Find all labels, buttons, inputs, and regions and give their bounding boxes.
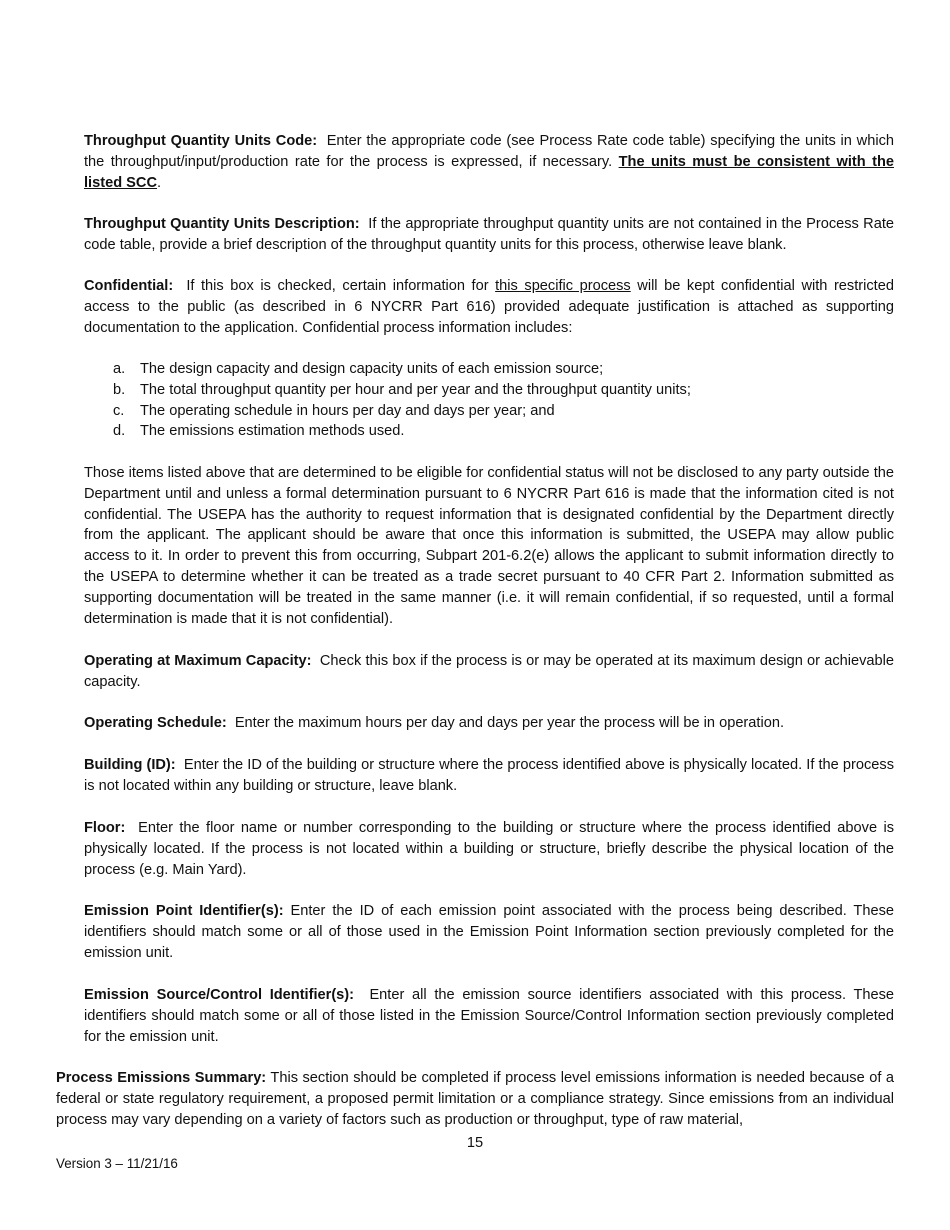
section-label: Building (ID): [84,757,176,773]
section-text: will be kept confidential with restricted access to the public (as described in 6 NYCRR Part 616) provided adequate justification is attached as supporting documentation to the application. Confidential process information includes: [84,278,894,336]
section-label: Operating Schedule: [84,715,227,731]
list-marker: c. [113,402,125,419]
confidential-details-paragraph: Those items listed above that are determined to be eligible for confidential status will not be disclosed to any party outside the Department until and unless a formal determination pursuant to 6 NYCRR Part 616 is made that the information cited is not confidential. The USEPA has the authority to request information that is designated confidential by the Department directly from the applicant. The applicant should be aware that once this information is submitted, the USEPA may allow public access to it. In order to prevent this from occurring, Subpart 201-6.2(e) allows the applicant to submit information directly to the USEPA to determine whether it can be treated as a trade secret pursuant to 40 CFR Part 2. Information submitted as supporting documentation will be treated in the same manner (i.e. it will remain confidential, if so requested, until a formal determination is made that it is not confidential). [84,465,894,627]
list-item-text: The operating schedule in hours per day and days per year; and [140,402,555,419]
list-marker: b. [113,381,126,398]
section-underline: this specific process [495,278,631,294]
section-text: Enter the maximum hours per day and days per year the process will be in operation. [234,715,784,731]
list-item [113,359,893,380]
emission-source-control-identifiers-section [84,985,894,1047]
list-item-text: The emissions estimation methods used. [140,423,405,440]
section-text: Enter the ID of the building or structure where the process identified above is physically located. If the process is not located within any building or structure, leave blank. [84,757,894,794]
list-item-text: The design capacity and design capacity units of each emission source; [140,361,604,377]
section-text: If the appropriate throughput quantity units are not contained in the Process Rate code table, provide a brief description of the throughput quantity units for this process, otherwise leave blank. [84,216,894,253]
list-marker: d. [113,423,126,440]
throughput-units-description-section [84,214,894,256]
max-capacity-section [84,651,894,693]
list-item-text: The total throughput quantity per hour and per year and the throughput quantity units; [140,381,691,398]
section-text: Enter all the emission source identifiers associated with this process. These identifiers should match some or all of those listed in the Emission Source/Control Information section previously completed for the emission unit. [84,987,895,1045]
list-marker: a. [113,361,126,377]
building-id-section [84,755,894,797]
emission-point-identifiers-section [84,901,894,963]
section-label: Floor: [84,820,126,836]
section-text: Check this box if the process is or may be operated at its maximum design or achievable capacity. [84,653,894,690]
section-label: Process Emissions Summary: [56,1070,267,1086]
list-item [113,421,893,442]
process-emissions-summary-section [56,1068,894,1130]
confidential-section [84,276,894,338]
section-text: If this box is checked, certain information for [186,278,489,294]
list-item [113,401,893,422]
section-label: Emission Point Identifier(s): [84,903,284,919]
list-item [113,380,893,401]
section-label: Operating at Maximum Capacity: [84,653,312,669]
section-label: Emission Source/Control Identifier(s): [84,987,355,1003]
page-number: 15 [466,1135,484,1151]
operating-schedule-section [84,713,894,734]
section-emphasis: The units must be consistent with the listed SCC [84,153,894,191]
section-text: Enter the ID of each emission point associated with the process being described. These identifiers should match some or all of those used in the Emission Point Information section previously completed for the emission unit. [84,903,894,961]
section-text: Enter the appropriate code (see Process Rate code table) specifying the units in which the throughput/input/production rate for the process is expressed, if necessary. [84,133,894,170]
floor-section [84,818,894,880]
confidential-items-list [113,359,893,442]
section-label: Confidential: [84,278,174,294]
section-text: This section should be completed if process level emissions information is needed because of a federal or state regulatory requirement, a proposed permit limitation or a compliance strategy. Since emissions from an individual process may vary depending on a variety of factors such as production or throughput, type of raw material, [56,1070,895,1128]
section-label: Throughput Quantity Units Description: [84,216,360,232]
section-label: Throughput Quantity Units Code: [84,133,318,149]
throughput-units-code-section: Throughput Quantity Units Code: Enter the appropriate code (see Process Rate code table) specifying the units in which the throughput/input/production rate for the process is expressed, if necessary. The units must be consistent with the listed SCC. [84,133,894,191]
section-text: Enter the floor name or number corresponding to the building or structure where the process identified above is physically located. If the process is not located within a building or structure, briefly describe the physical location of the process (e.g. Main Yard). [84,820,894,878]
version-label: Version 3 – 11/21/16 [56,1156,178,1171]
